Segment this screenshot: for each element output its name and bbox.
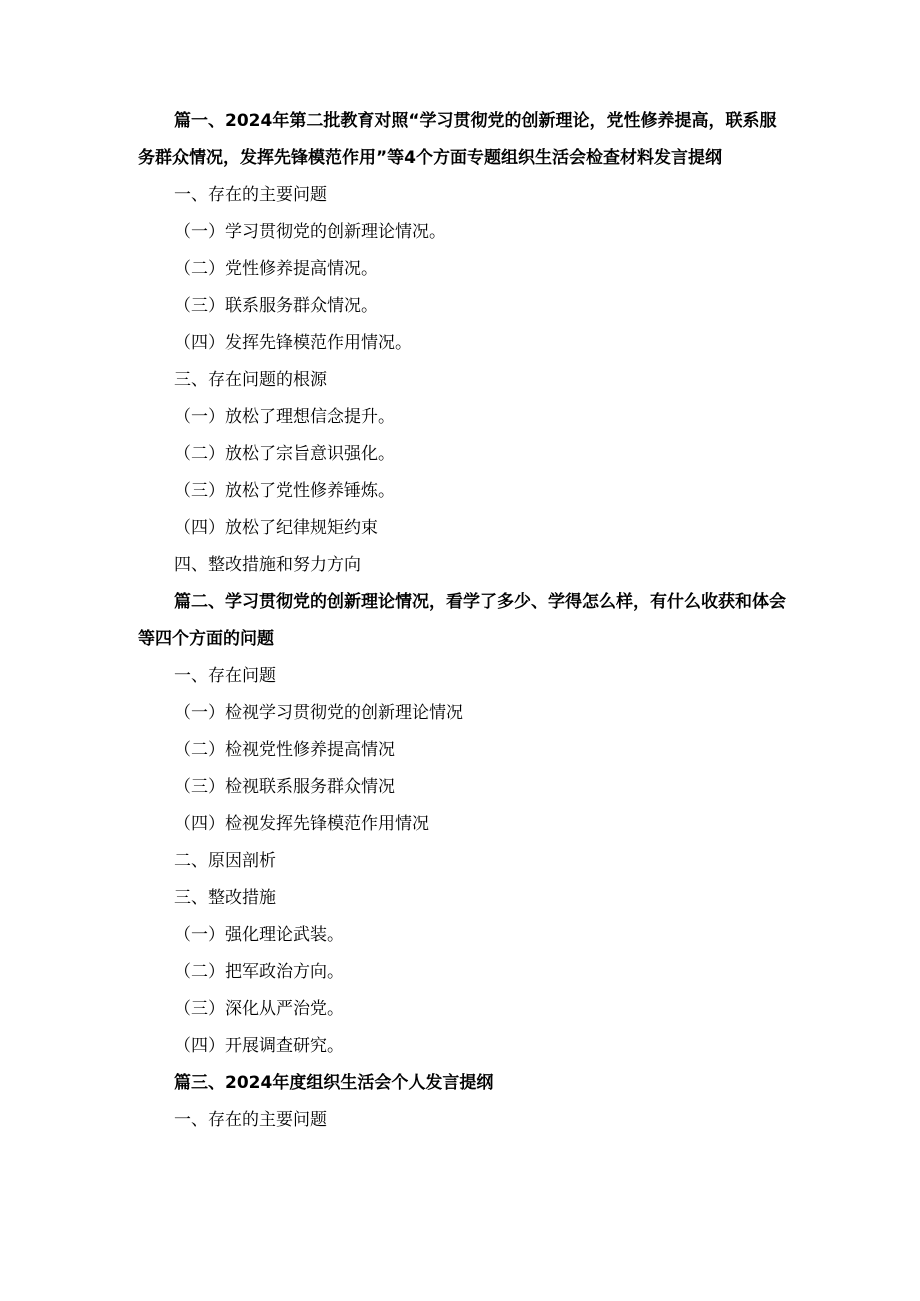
outline-line: （二）检视党性修养提高情况 — [174, 740, 395, 760]
section-heading-part3: 篇三、2024年度组织生活会个人发言提纲 — [174, 1073, 494, 1093]
outline-line: （一）放松了理想信念提升。 — [174, 407, 395, 427]
outline-line: （三）深化从严治党。 — [174, 999, 344, 1019]
outline-line: 三、整改措施 — [174, 888, 276, 908]
outline-line: （三）检视联系服务群众情况 — [174, 777, 395, 797]
outline-line: 一、存在的主要问题 — [174, 185, 327, 205]
outline-line: （四）发挥先锋模范作用情况。 — [174, 333, 412, 353]
outline-line: （二）党性修养提高情况。 — [174, 259, 378, 279]
outline-line: （四）放松了纪律规矩约束 — [174, 518, 378, 538]
outline-line: 三、存在问题的根源 — [174, 370, 327, 390]
outline-line: （四）开展调查研究。 — [174, 1036, 344, 1056]
outline-line: 一、存在问题 — [174, 666, 276, 686]
outline-line: （四）检视发挥先锋模范作用情况 — [174, 814, 429, 834]
outline-line: （三）放松了党性修养锤炼。 — [174, 481, 395, 501]
outline-line: 二、原因剖析 — [174, 851, 276, 871]
outline-line: （一）学习贯彻党的创新理论情况。 — [174, 222, 446, 242]
outline-line: 四、整改措施和努力方向 — [174, 555, 361, 575]
outline-line: （二）放松了宗旨意识强化。 — [174, 444, 395, 464]
section-heading-part1: 篇一、2024年第二批教育对照“学习贯彻党的创新理论，党性修养提高，联系服务群众情况，发挥先锋模范作用”等4个方面专题组织生活会检查材料发言提纲 — [138, 111, 777, 168]
outline-line: （三）联系服务群众情况。 — [174, 296, 378, 316]
outline-line: 一、存在的主要问题 — [174, 1110, 327, 1130]
section-heading-part2: 篇二、学习贯彻党的创新理论情况，看学了多少、学得怎么样，有什么收获和体会等四个方面的问题 — [138, 592, 786, 649]
document-body — [138, 103, 788, 1139]
outline-line: （一）强化理论武装。 — [174, 925, 344, 945]
outline-line: （一）检视学习贯彻党的创新理论情况 — [174, 703, 463, 723]
outline-line: （二）把军政治方向。 — [174, 962, 344, 982]
